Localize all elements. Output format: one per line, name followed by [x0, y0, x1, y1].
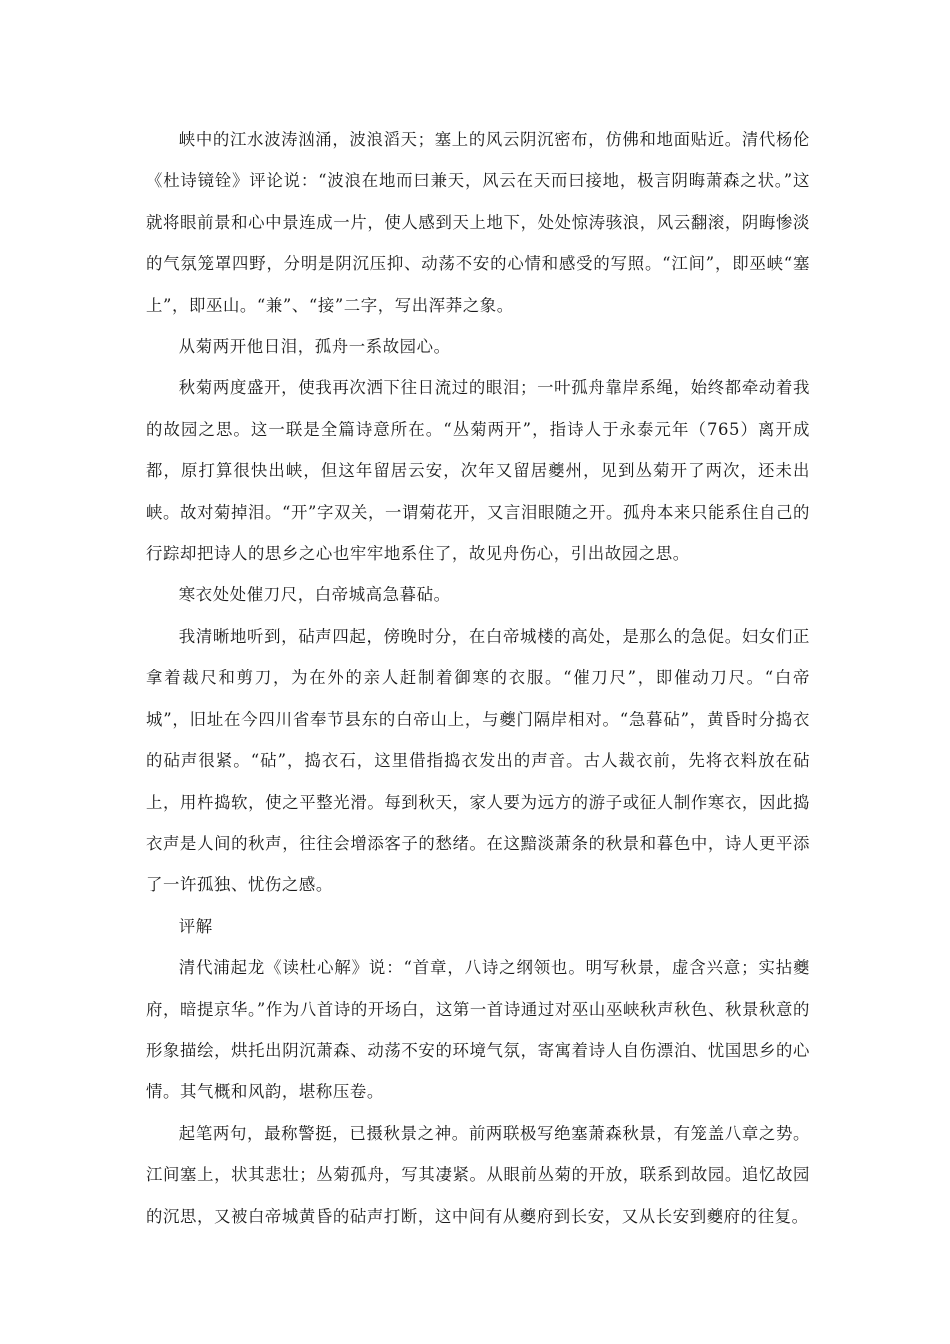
- paragraph: 秋菊两度盛开，使我再次洒下往日流过的眼泪；一叶孤舟靠岸系绳，始终都牵动着我的故园之思。这一联是全篇诗意所在。“丛菊两开”，指诗人于永泰元年（765）离开成都，原打算很快出峡，但这年留居云安，次年又留居夔州，见到丛菊开了两次，还未出峡。故对菊掉泪。“开”字双关，一谓菊花开，又言泪眼随之开。孤舟本来只能系住自己的行踪却把诗人的思乡之心也牢牢地系住了，故见舟伤心，引出故园之思。: [146, 378, 810, 564]
- paragraph: 起笔两句，最称警挺，已摄秋景之神。前两联极写绝塞萧森秋景，有笼盖八章之势。江间塞上，状其悲壮；丛菊孤舟，写其凄紧。从眼前丛菊的开放，联系到故园。追忆故园的沉思，又被白帝城黄昏的砧声打断，这中间有从夔府到长安，又从长安到夔府的往复。: [146, 1123, 810, 1226]
- poem-line: 从菊两开他日泪，孤舟一系故园心。: [178, 337, 451, 357]
- paragraph: 峡中的江水波涛汹涌，波浪滔天；塞上的风云阴沉密布，仿佛和地面贴近。清代杨伦《杜诗镜铨》评论说：“波浪在地而曰兼天，风云在天而曰接地，极言阴晦萧森之状。”这就将眼前景和心中景连成一片，使人感到天上地下，处处惊涛骇浪，风云翻滚，阴晦惨淡的气氛笼罩四野，分明是阴沉压抑、动荡不安的心情和感受的写照。“江间”，即巫峡“塞上”，即巫山。“兼”、“接”二字，写出浑莽之象。: [146, 130, 810, 315]
- paragraph: 清代浦起龙《读杜心解》说：“首章，八诗之纲领也。明写秋景，虚含兴意；实拈夔府，暗提京华。”作为八首诗的开场白，这第一首诗通过对巫山巫峡秋声秋色、秋景秋意的形象描绘，烘托出阴沉萧森、动荡不安的环境气氛，寄寓着诗人自伤漂泊、忧国思乡的心情。其气概和风韵，堪称压卷。: [146, 958, 810, 1102]
- paragraph: 我清晰地听到，砧声四起，傍晚时分，在白帝城楼的高处，是那么的急促。妇女们正拿着裁尺和剪刀，为在外的亲人赶制着御寒的衣服。“催刀尺”，即催动刀尺。“白帝城”，旧址在今四川省奉节县东的白帝山上，与夔门隔岸相对。“急暮砧”，黄昏时分捣衣的砧声很紧。“砧”，捣衣石，这里借指捣衣发出的声音。古人裁衣前，先将衣料放在砧上，用杵捣软，使之平整光滑。每到秋天，家人要为远方的游子或征人制作寒衣，因此捣衣声是人间的秋声，往往会增添客子的愁绪。在这黯淡萧条的秋景和暮色中，诗人更平添了一许孤独、忧伤之感。: [146, 626, 810, 895]
- document-body: [146, 119, 810, 1237]
- section-heading: 评解: [178, 916, 213, 936]
- poem-line: 寒衣处处催刀尺，白帝城高急暮砧。: [178, 585, 451, 605]
